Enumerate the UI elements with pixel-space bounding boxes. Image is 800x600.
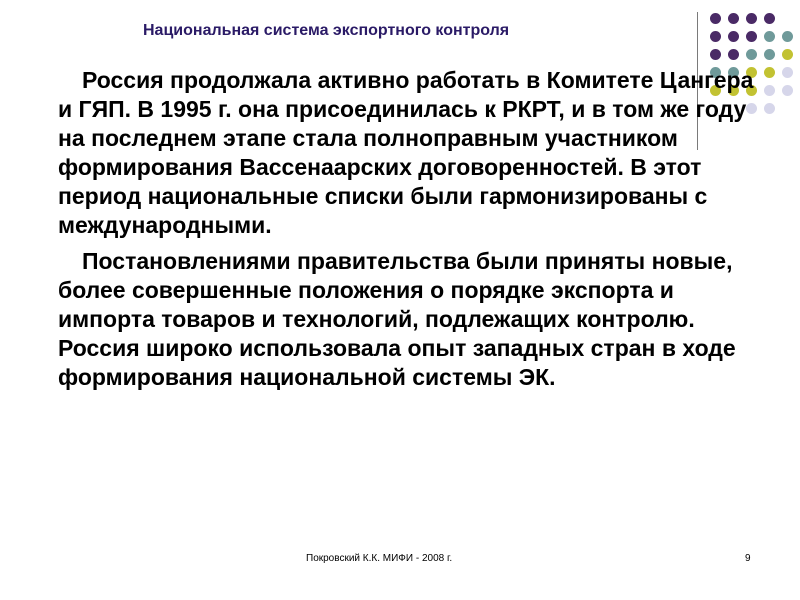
slide-body [58, 66, 763, 399]
decorative-dot [710, 31, 721, 42]
decorative-dot [746, 31, 757, 42]
decorative-dot [764, 85, 775, 96]
decorative-dot [764, 103, 775, 114]
decorative-dot [764, 13, 775, 24]
decorative-dot [728, 49, 739, 60]
paragraph-1: Россия продолжала активно работать в Комитете Цангера и ГЯП. В 1995 г. она присоединилась к РКРТ, и в том же году на последнем этапе стала полноправным участником формирования Вассенаарских договоренностей. В этот период национальные списки были гармонизированы с международными. [58, 67, 754, 238]
decorative-dot [710, 13, 721, 24]
decorative-dot [782, 67, 793, 78]
paragraph-2: Постановлениями правительства были приняты новые, более совершенные положения о порядке экспорта и импорта товаров и технологий, подлежащих контролю. Россия широко использовала опыт западных стран в ходе формирования национальной системы ЭК. [58, 248, 736, 390]
decorative-dot [782, 49, 793, 60]
decorative-dot [746, 13, 757, 24]
decorative-dot [764, 67, 775, 78]
decorative-dot [710, 49, 721, 60]
decorative-dot [746, 49, 757, 60]
decorative-dot [728, 13, 739, 24]
page-number: 9 [745, 553, 751, 564]
footer-author: Покровский К.К. МИФИ - 2008 г. [306, 553, 453, 564]
decorative-dot [764, 31, 775, 42]
decorative-dot [782, 31, 793, 42]
decorative-dot [728, 31, 739, 42]
decorative-dot [782, 85, 793, 96]
decorative-dot [764, 49, 775, 60]
slide-title: Национальная система экспортного контроля [143, 22, 510, 39]
